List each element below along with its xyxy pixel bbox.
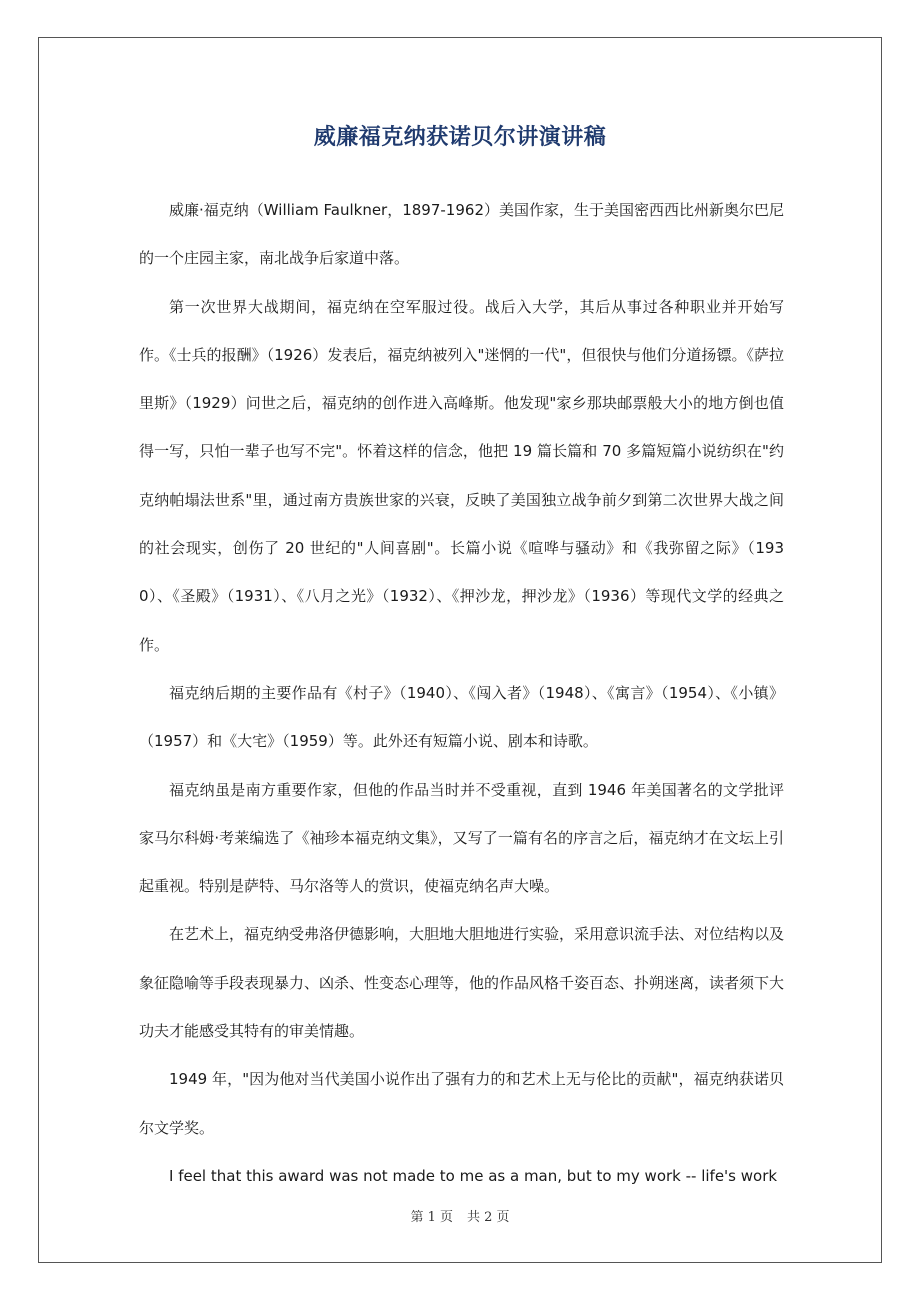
page-footer	[0, 1206, 920, 1225]
paragraph-later-works: 福克纳后期的主要作品有《村子》（1940）、《闯入者》（1948）、《寓言》（1954）、《小镇》（1957）和《大宅》（1959）等。此外还有短篇小说、剧本和诗歌。	[139, 683, 784, 751]
paragraph-nobel-prize: 1949 年，"因为他对当代美国小说作出了强有力的和艺术上无与伦比的贡献"，福克纳获诺贝尔文学奖。	[139, 1070, 784, 1137]
paragraph-speech-start: I feel that this award was not made to me as a man, but to my work -- life's work	[169, 1166, 778, 1185]
paragraph-art-style: 在艺术上，福克纳受弗洛伊德影响，大胆地大胆地进行实验，采用意识流手法、对位结构以及象征隐喻等手段表现暴力、凶杀、性变态心理等，他的作品风格千姿百态、扑朔迷离，读者须下大功夫才能感受其特有的审美情趣。	[139, 925, 785, 1041]
page-total: 共 2 页	[467, 1210, 510, 1225]
paragraph-intro: 威廉·福克纳（William Faulkner，1897-1962）美国作家，生于美国密西西比州新奥尔巴尼的一个庄园主家，南北战争后家道中落。	[139, 201, 784, 268]
paragraph-career: 第一次世界大战期间，福克纳在空军服过役。战后入大学，其后从事过各种职业并开始写作。《士兵的报酬》（1926）发表后，福克纳被列入"迷惘的一代"，但很快与他们分道扬镖。《萨拉里斯》（1929）问世之后，福克纳的创作进入高峰斯。他发现"家乡那块邮票般大小的地方倒也值得一写，只怕一辈子也写不完"。怀着这样的信念，他把 19 篇长篇和 70 多篇短篇小说纺织在"约克纳帕塌法世系"里，通过南方贵族世家的兴衰，反映了美国独立战争前夕到第二次世界大战之间的社会现实，创伤了 20 世纪的"人间喜剧"。长篇小说《喧哗与骚动》和《我弥留之际》（1930）、《圣殿》（1931）、《八月之光》（1932）、《押沙龙，押沙龙》（1936）等现代文学的经典之作。	[139, 297, 784, 654]
document-title: 威廉福克纳获诺贝尔讲演讲稿	[313, 125, 607, 150]
document-body	[139, 186, 784, 1200]
page-number: 第 1 页	[410, 1210, 453, 1225]
paragraph-recognition: 福克纳虽是南方重要作家，但他的作品当时并不受重视，直到 1946 年美国著名的文学批评家马尔科姆·考莱编选了《袖珍本福克纳文集》，又写了一篇有名的序言之后，福克纳才在文坛上引起重视。特别是萨特、马尔洛等人的赏识，使福克纳名声大噪。	[139, 780, 784, 896]
